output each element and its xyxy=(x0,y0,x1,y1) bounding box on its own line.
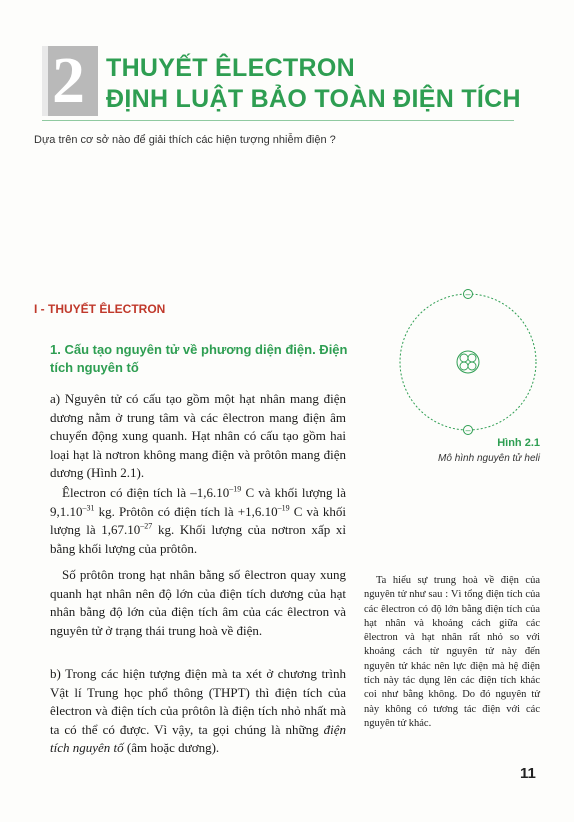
chapter-number-box xyxy=(42,46,98,116)
nucleon-4 xyxy=(468,362,476,370)
sidebar-note: Ta hiểu sự trung hoà về điện của nguyên tử như sau : Vì tổng điện tích của các êlectron có độ lớn bằng điện tích của hạt nhân và khoảng cách giữa các êlectron và hạt nhân rất nhỏ so với khoảng cách từ nguyên tử này đến nguyên tử khác nên lực điện mà hệ điện tích này tác dụng lên các điện tích khác coi như bằng không. Do đó nguyên tử này không có tương tác điện với các nguyên tử khác. xyxy=(364,575,540,729)
figure-caption: Mô hình nguyên tử heli xyxy=(438,453,540,464)
chapter-title-line2: ĐỊNH LUẬT BẢO TOÀN ĐIỆN TÍCH xyxy=(106,85,521,113)
nucleon-2 xyxy=(468,354,476,362)
nucleon-3 xyxy=(460,362,468,370)
p2-text-c: kg. Prôtôn có điện tích là +1,6.10 xyxy=(94,503,278,519)
paragraph-atom-structure: a) Nguyên tử có cấu tạo gồm một hạt nhân mang điện dương nằm ở trung tâm và các êlectron mang điện âm chuyển động xung quanh. Hạt nhân có cấu tạo gồm hai loại hạt là nơtron không mang điện và prôtôn mang điện dương (Hình 2.1). xyxy=(50,391,346,480)
p2-exp-2: –31 xyxy=(82,503,95,513)
chapter-title-line1: THUYẾT ÊLECTRON xyxy=(106,54,355,82)
subsection-heading: 1. Cấu tạo nguyên tử về phương diện điện. Điện tích nguyên tố xyxy=(50,342,348,375)
paragraph-electron-charge xyxy=(50,484,346,558)
p2-text-a: Êlectron có điện tích là –1,6.10 xyxy=(62,485,230,500)
page-number: 11 xyxy=(520,765,536,782)
p2-text-e: kg. Khối lượng của nơtron xấp xỉ bằng khối lượng của prôtôn. xyxy=(50,522,346,556)
p4-text-a: b) Trong các hiện tượng điện mà ta xét ở chương trình Vật lí Trung học phổ thông (THPT) thì điện tích của êlectron và điện tích của prôtôn là điện tích nhỏ nhất mà ta có thể có được. Vì vậy, ta gọi chúng là những xyxy=(50,666,346,737)
p2-text-d: C và khối lượng là 1,67.10 xyxy=(50,503,346,537)
electron-top-sign: – xyxy=(465,289,471,299)
chapter-box-stripe xyxy=(42,46,48,116)
chapter-number: 2 xyxy=(52,46,85,116)
electron-bottom-sign: – xyxy=(465,425,471,435)
section-heading: I - THUYẾT ÊLECTRON xyxy=(34,302,166,316)
title-divider xyxy=(42,120,514,121)
paragraph-neutral-atom: Số prôtôn trong hạt nhân bằng số êlectron quay xung quanh hạt nhân nên độ lớn của điện tích dương của hạt nhân bằng độ lớn của điện tích âm của các êlectron và nguyên tử ở trạng thái trung hoà về điện. xyxy=(50,567,346,638)
paragraph-elementary-charge xyxy=(50,665,346,758)
helium-atom-diagram xyxy=(392,282,542,442)
p4-emphasis: điện tích nguyên tố xyxy=(50,721,346,755)
p2-exp-4: –27 xyxy=(140,521,153,531)
p2-text-b: C và khối lượng là 9,1.10 xyxy=(50,485,346,519)
nucleus-outer xyxy=(457,351,479,373)
intro-question: Dựa trên cơ sở nào để giải thích các hiện tượng nhiễm điện ? xyxy=(34,134,336,146)
p2-exp-1: –19 xyxy=(229,484,242,494)
p2-exp-3: –19 xyxy=(277,503,290,513)
electron-orbit xyxy=(400,294,536,430)
p4-text-b: (âm hoặc dương). xyxy=(123,740,220,755)
figure-label: Hình 2.1 xyxy=(497,437,540,449)
nucleon-1 xyxy=(460,354,468,362)
